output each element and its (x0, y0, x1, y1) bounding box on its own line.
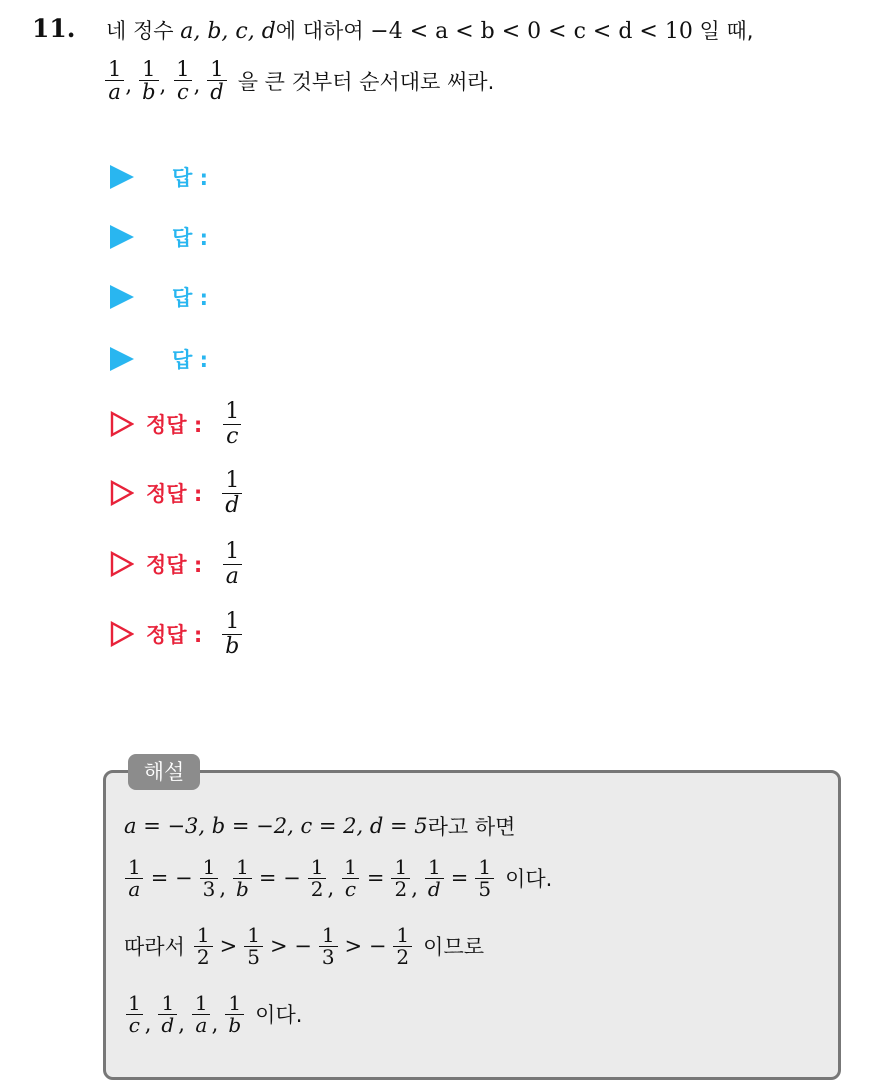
question-number: 11. (32, 14, 76, 43)
fraction: $\frac{1}{5}$ (244, 925, 263, 968)
explanation-text-3: 이므로 (423, 935, 485, 959)
answer-row-3[interactable] (110, 282, 208, 312)
fraction: $\frac{1}{d}$ (425, 857, 444, 900)
fraction: $\frac{1}{b}$ (233, 857, 252, 900)
fraction: $\frac{1}{a}$ (125, 857, 144, 900)
question-instruction: 을 큰 것부터 순서대로 써라. (237, 69, 495, 94)
correct-answer-row-2 (110, 457, 243, 529)
outline-triangle-icon (110, 480, 134, 506)
answer-row-2[interactable] (110, 222, 208, 252)
fraction: $\frac{1}{b}$ (225, 993, 244, 1036)
correct-label: 정답 : (146, 623, 203, 647)
outline-triangle-icon (110, 621, 134, 647)
correct-answer-row-1 (110, 388, 243, 460)
question-line-1 (106, 15, 753, 45)
question-fraction-c: $\frac{1}{c}$ (173, 58, 192, 103)
correct-label: 정답 : (146, 413, 203, 437)
outline-triangle-icon (110, 411, 134, 437)
fraction: $\frac{1}{2}$ (391, 857, 410, 900)
question-fraction-b: $\frac{1}{b}$ (139, 58, 158, 103)
play-triangle-icon (110, 347, 134, 371)
fraction: $\frac{1}{3}$ (200, 857, 219, 900)
correct-answer-fraction: $\frac{1}{b}$ (222, 610, 242, 657)
answer-label: 답 : (172, 286, 208, 310)
play-triangle-icon (110, 165, 134, 189)
fraction: $\frac{1}{2}$ (194, 925, 213, 968)
fraction: $\frac{1}{2}$ (393, 925, 412, 968)
answer-row-4[interactable] (110, 344, 208, 374)
fraction: $\frac{1}{3}$ (319, 925, 338, 968)
fraction: $\frac{1}{c}$ (125, 993, 144, 1036)
answer-row-1[interactable] (110, 162, 208, 192)
question-line-2: $\frac{1}{a}$ , $\frac{1}{b}$ , $\frac{1}{c}$ , $\frac{1}{d}$ 을 큰 것부터 순서대로 써라. (104, 58, 494, 103)
question-variables: a, b, c, d (180, 19, 276, 44)
fraction: $\frac{1}{a}$ (192, 993, 211, 1036)
explanation-line-2: $\frac{1}{a}$ = − $\frac{1}{3}$ , $\frac{1}{b}$ = − $\frac{1}{2}$ , $\frac{1}{c}$ = $\frac{1}{2}$ , $\frac{1}{d}$ = $\frac{1}{5}$ 이다. (124, 850, 552, 906)
question-text-pre: 네 정수 (106, 19, 181, 43)
correct-answer-fraction: $\frac{1}{d}$ (222, 469, 242, 516)
answer-label: 답 : (172, 166, 208, 190)
explanation-text-4: 이다. (255, 1003, 303, 1027)
question-fraction-d: $\frac{1}{d}$ (207, 58, 226, 103)
answer-label: 답 : (172, 348, 208, 372)
question-text-mid: 에 대하여 (275, 19, 371, 43)
explanation-tag: 해설 (128, 754, 200, 790)
question-text-post: 일 때, (692, 19, 754, 43)
play-triangle-icon (110, 225, 134, 249)
correct-answer-fraction: $\frac{1}{a}$ (222, 540, 242, 587)
explanation-text-1: 라고 하면 (427, 815, 516, 839)
fraction: $\frac{1}{d}$ (158, 993, 177, 1036)
answer-label: 답 : (172, 226, 208, 250)
correct-answer-row-4 (110, 598, 243, 670)
play-triangle-icon (110, 285, 134, 309)
explanation-line-4: $\frac{1}{c}$ , $\frac{1}{d}$ , $\frac{1}{a}$ , $\frac{1}{b}$ 이다. (124, 986, 302, 1042)
question-inequality: −4 < a < b < 0 < c < d < 10 (370, 19, 693, 44)
fraction: $\frac{1}{c}$ (341, 857, 360, 900)
explanation-line-1 (124, 810, 515, 842)
correct-label: 정답 : (146, 553, 203, 577)
explanation-text-2: 이다. (505, 867, 553, 891)
fraction: $\frac{1}{5}$ (475, 857, 494, 900)
question-fraction-a: $\frac{1}{a}$ (105, 58, 124, 103)
outline-triangle-icon (110, 551, 134, 577)
explanation-text-3-pre: 따라서 (124, 935, 185, 959)
explanation-line-3: 따라서 $\frac{1}{2}$ > $\frac{1}{5}$ > − $\frac{1}{3}$ > − $\frac{1}{2}$ 이므로 (124, 922, 485, 969)
explanation-values: a = −3, b = −2, c = 2, d = 5 (124, 814, 428, 838)
correct-answer-row-3 (110, 528, 243, 600)
correct-answer-fraction: $\frac{1}{c}$ (222, 400, 242, 447)
fraction: $\frac{1}{2}$ (308, 857, 327, 900)
correct-label: 정답 : (146, 482, 203, 506)
